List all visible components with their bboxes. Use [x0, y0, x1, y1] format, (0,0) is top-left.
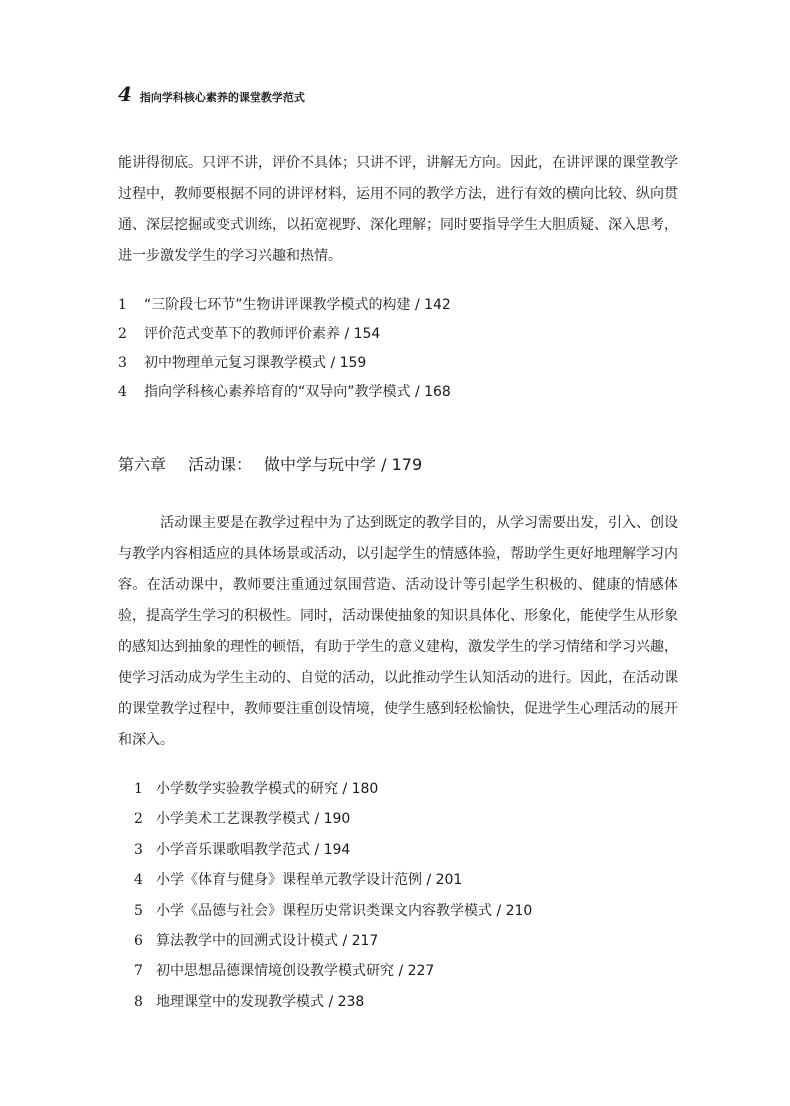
section5-toc [118, 294, 451, 410]
toc-item-number: 4 [118, 384, 127, 400]
running-title: 指向学科核心素养的课堂教学范式 [139, 91, 305, 104]
toc-item-title: 评价范式变革下的教师评价素养 / 154 [144, 326, 381, 342]
toc-item-title: 小学音乐课歌唱教学范式 / 194 [156, 841, 351, 858]
chapter-label: 第六章 [118, 455, 167, 474]
toc-item[interactable] [134, 960, 532, 990]
toc-item-number: 8 [134, 993, 143, 1010]
chapter-heading[interactable] [118, 452, 422, 475]
toc-item[interactable] [134, 808, 532, 838]
toc-item[interactable] [134, 991, 532, 1021]
toc-item[interactable] [134, 778, 532, 808]
toc-item-title: 算法教学中的回溯式设计模式 / 217 [156, 932, 379, 949]
intro-paragraph: 能讲得彻底。只评不讲，评价不具体；只讲不评，讲解无方向。因此，在讲评课的课堂教学过程中，教师要根据不同的讲评材料，运用不同的教学方法，进行有效的横向比较、纵向贯通、深层挖掘或变式训练，以拓宽视野、深化理解；同时要指导学生大胆质疑、深入思考，进一步激发学生的学习兴趣和热情。 [118, 155, 678, 264]
toc-item[interactable] [118, 294, 451, 323]
toc-item-number: 1 [134, 781, 143, 797]
toc-item-number: 3 [134, 841, 143, 858]
toc-item-title: 小学《品德与社会》课程历史常识类课文内容教学模式 / 210 [156, 902, 533, 919]
chapter6-toc [134, 778, 532, 1021]
chapter6-paragraph: 活动课主要是在教学过程中为了达到既定的教学目的，从学习需要出发，引入、创设与教学内容相适应的具体场景或活动，以引起学生的情感体验，帮助学生更好地理解学习内容。在活动课中，教师要注重通过氛围营造、活动设计等引起学生积极的、健康的情感体验，提高学生学习的积极性。同时，活动课使抽象的知识具体化、形象化，能使学生从形象的感知达到抽象的理性的顿悟，有助于学生的意义建构，激发学生的学习情绪和学习兴趣，使学习活动成为学生主动的、自觉的活动，以此推动学生认知活动的进行。因此，在活动课的课堂教学过程中，教师要注重创设情境，使学生感到轻松愉快，促进学生心理活动的展开和深入。 [118, 515, 678, 748]
running-header [118, 82, 305, 106]
toc-item[interactable] [118, 352, 451, 381]
toc-item-title: 小学《体育与健身》课程单元教学设计范例 / 201 [156, 872, 463, 889]
toc-item-number: 4 [134, 872, 143, 889]
toc-item-number: 1 [118, 297, 127, 313]
toc-item-title: 地理课堂中的发现教学模式 / 238 [156, 993, 365, 1010]
toc-item[interactable] [134, 869, 532, 899]
toc-item-number: 3 [118, 355, 127, 371]
toc-item[interactable] [134, 900, 532, 930]
chapter-name: 活动课： [188, 455, 253, 474]
toc-item-title: 初中思想品德课情境创设教学模式研究 / 227 [156, 963, 435, 980]
toc-item-number: 5 [134, 902, 143, 919]
toc-item-title: 指向学科核心素养培育的“双导向”教学模式 / 168 [144, 384, 451, 400]
chapter-subtitle: 做中学与玩中学 / 179 [264, 455, 423, 474]
toc-item-number: 6 [134, 932, 143, 949]
toc-item-title: 小学美术工艺课教学模式 / 190 [156, 811, 351, 828]
toc-item[interactable] [118, 323, 451, 352]
toc-item[interactable] [134, 930, 532, 960]
toc-item-number: 2 [118, 326, 127, 342]
toc-item[interactable] [134, 839, 532, 869]
toc-item[interactable] [118, 381, 451, 410]
toc-item-title: “三阶段七环节”生物讲评课教学模式的构建 / 142 [144, 297, 451, 313]
toc-item-title: 小学数学实验教学模式的研究 / 180 [156, 781, 379, 797]
toc-item-number: 7 [134, 963, 143, 980]
page-number: 4 [118, 82, 132, 106]
toc-item-number: 2 [134, 811, 143, 828]
toc-item-title: 初中物理单元复习课教学模式 / 159 [144, 355, 367, 371]
